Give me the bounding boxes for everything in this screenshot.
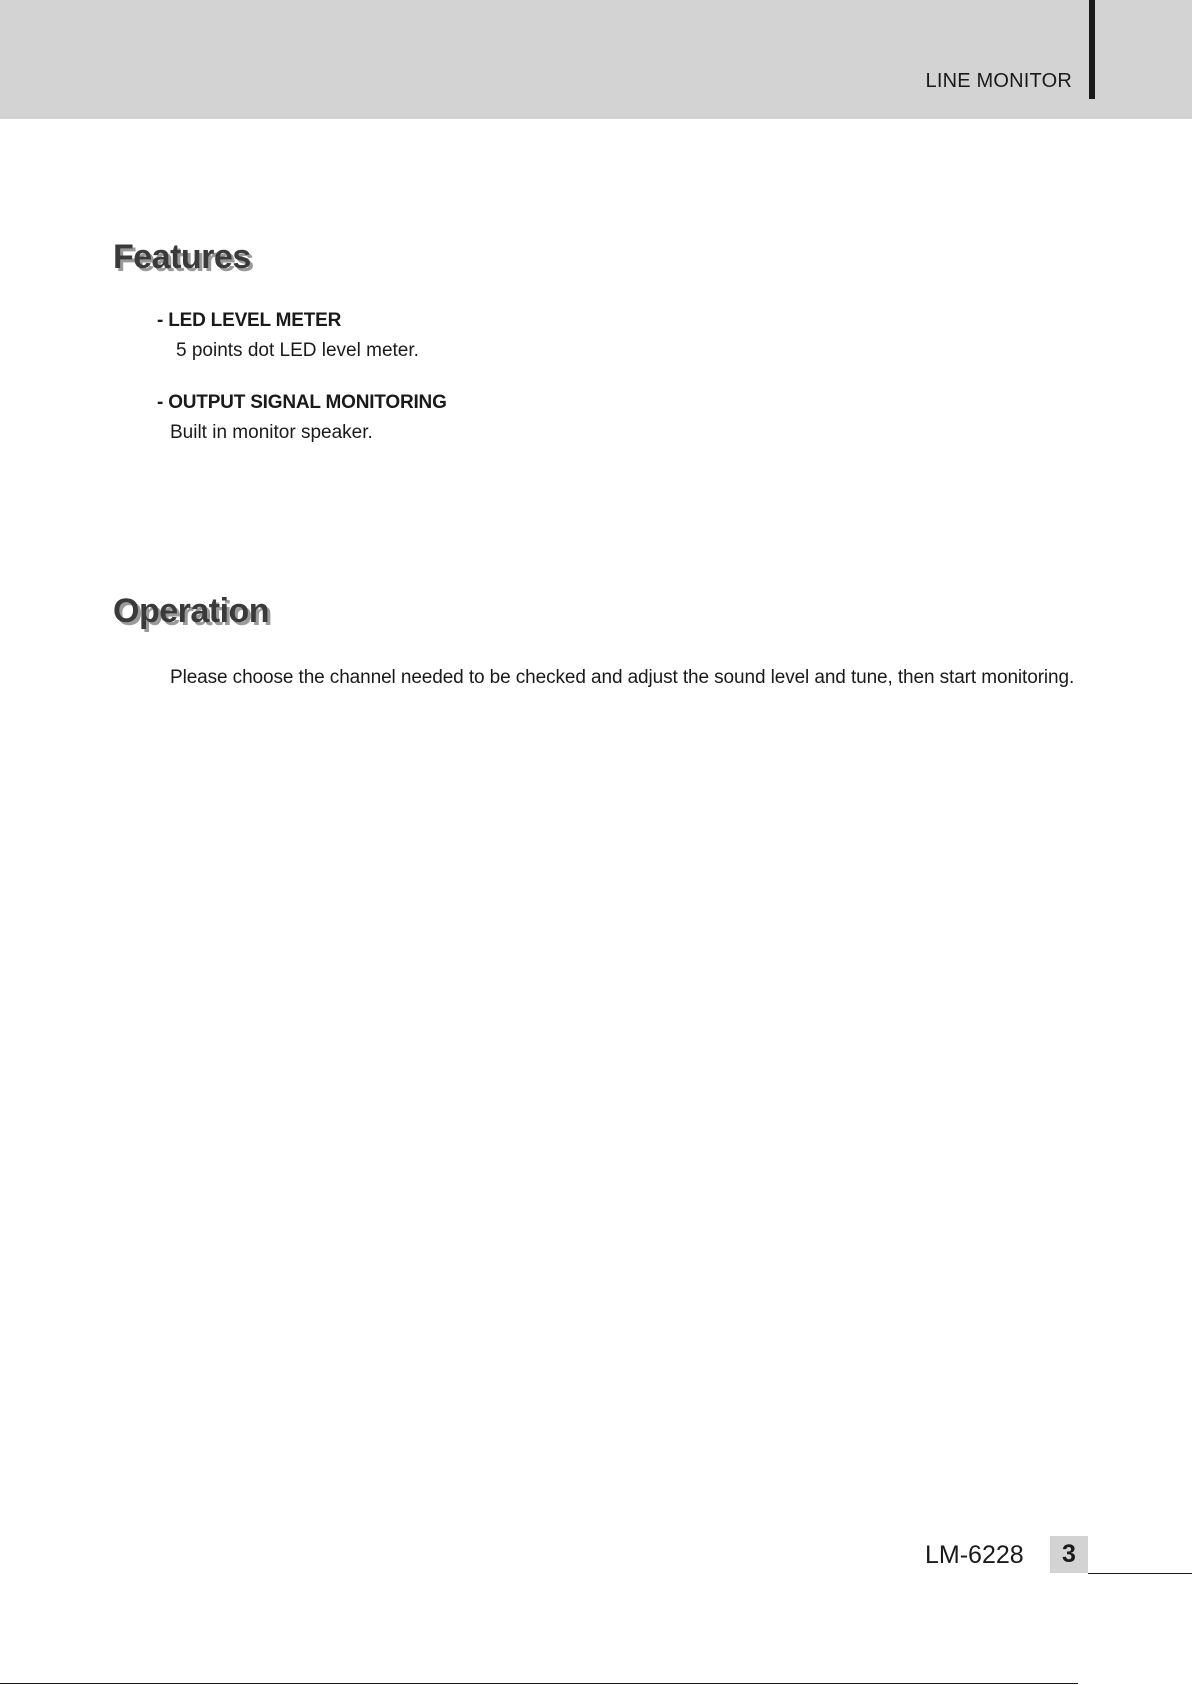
features-heading: Features <box>113 238 251 276</box>
feature-heading: - OUTPUT SIGNAL MONITORING <box>157 392 447 413</box>
feature-item-output-signal-monitoring <box>157 392 447 444</box>
feature-item-led-level-meter <box>157 310 419 362</box>
feature-heading: - LED LEVEL METER <box>157 310 342 331</box>
operation-heading: Operation <box>113 592 270 630</box>
header-band <box>0 0 1192 119</box>
header-accent-bar <box>1089 0 1095 99</box>
feature-description: 5 points dot LED level meter. <box>176 340 419 361</box>
bottom-divider <box>0 1683 1078 1684</box>
footer-divider <box>1088 1573 1192 1574</box>
feature-description: Built in monitor speaker. <box>170 422 373 443</box>
header-title: LINE MONITOR <box>925 70 1072 92</box>
page-number: 3 <box>1050 1536 1088 1573</box>
operation-text: Please choose the channel needed to be checked and adjust the sound level and tune, then start monitoring. <box>170 667 1075 688</box>
footer-model-number: LM-6228 <box>925 1541 1024 1569</box>
